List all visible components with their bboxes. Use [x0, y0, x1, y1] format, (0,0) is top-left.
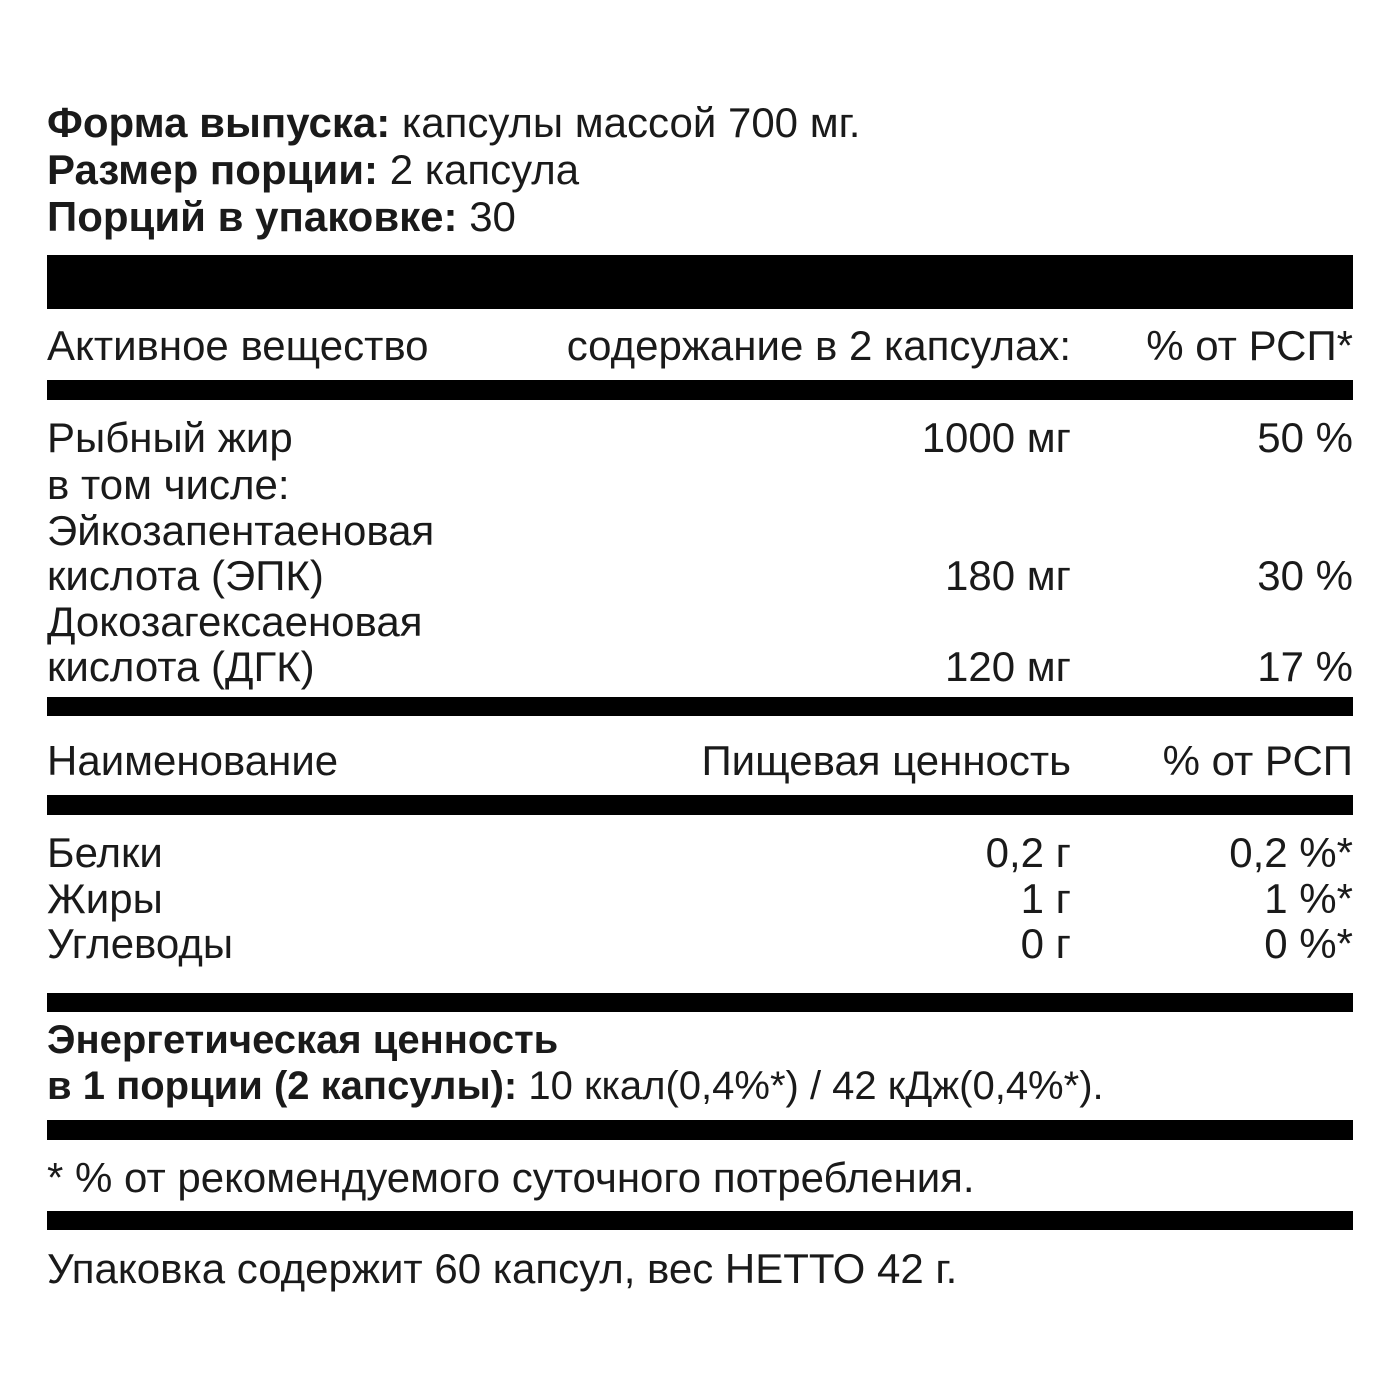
table-row: [47, 643, 1353, 691]
table-row: [47, 598, 1353, 646]
row-name: Докозагексаеновая: [47, 598, 423, 645]
serving-label: Размер порции:: [47, 146, 379, 193]
row-name: Эйкозапентаеновая: [47, 507, 435, 554]
row-amount: 0,2 г: [985, 829, 1071, 876]
table-row: [47, 414, 1353, 462]
row-name: Жиры: [47, 875, 163, 922]
row-percent: 17 %: [1257, 643, 1353, 690]
table-row: [47, 461, 1353, 509]
table-row: [47, 507, 1353, 555]
nutrition-header-percent: % от РСП: [1162, 737, 1353, 784]
divider: [47, 993, 1353, 1012]
row-amount: 1000 мг: [921, 414, 1071, 461]
active-header-amount: содержание в 2 капсулах:: [566, 322, 1071, 369]
energy-title-line: [47, 1016, 1353, 1064]
form-value: капсулы массой 700 мг.: [401, 99, 861, 146]
row-percent: 0,2 %*: [1229, 829, 1353, 876]
servings-line: [47, 193, 1353, 241]
servings-label: Порций в упаковке:: [47, 193, 458, 240]
row-name: в том числе:: [47, 461, 290, 508]
nutrition-table-header: [47, 737, 1353, 785]
energy-value-line: [47, 1062, 1353, 1110]
table-row: [47, 875, 1353, 923]
row-name: Рыбный жир: [47, 414, 293, 461]
row-amount: 1 г: [1020, 875, 1071, 922]
energy-label: в 1 порции (2 капсулы):: [47, 1064, 518, 1108]
row-name: кислота (ЭПК): [47, 552, 324, 599]
active-header-percent: % от РСП*: [1146, 322, 1353, 369]
row-percent: 1 %*: [1264, 875, 1353, 922]
divider: [47, 697, 1353, 716]
package-note: Упаковка содержит 60 капсул, вес НЕТТО 42 г.: [47, 1245, 958, 1292]
divider: [47, 795, 1353, 815]
row-amount: 180 мг: [945, 552, 1071, 599]
row-name: Белки: [47, 829, 163, 876]
active-table-header: [47, 322, 1353, 370]
table-row: [47, 920, 1353, 968]
row-percent: 50 %: [1257, 414, 1353, 461]
form-line: [47, 99, 1353, 147]
energy-value: 10 ккал(0,4%*) / 42 кДж(0,4%*).: [528, 1064, 1104, 1108]
divider: [47, 1211, 1353, 1230]
nutrition-header-amount: Пищевая ценность: [701, 737, 1071, 784]
row-amount: 0 г: [1020, 920, 1071, 967]
serving-value: 2 капсула: [389, 146, 580, 193]
table-row: [47, 552, 1353, 600]
serving-line: [47, 146, 1353, 194]
divider-thick: [47, 255, 1353, 309]
row-name: кислота (ДГК): [47, 643, 315, 690]
row-name: Углеводы: [47, 920, 234, 967]
divider: [47, 1120, 1353, 1140]
row-amount: 120 мг: [945, 643, 1071, 690]
row-percent: 0 %*: [1264, 920, 1353, 967]
active-header-name: Активное вещество: [47, 322, 429, 369]
footnote: * % от рекомендуемого суточного потребления.: [47, 1154, 975, 1201]
form-label: Форма выпуска:: [47, 99, 391, 146]
energy-title: Энергетическая ценность: [47, 1018, 559, 1062]
nutrition-header-name: Наименование: [47, 737, 339, 784]
table-row: [47, 829, 1353, 877]
divider: [47, 380, 1353, 400]
servings-value: 30: [469, 193, 516, 240]
row-percent: 30 %: [1257, 552, 1353, 599]
